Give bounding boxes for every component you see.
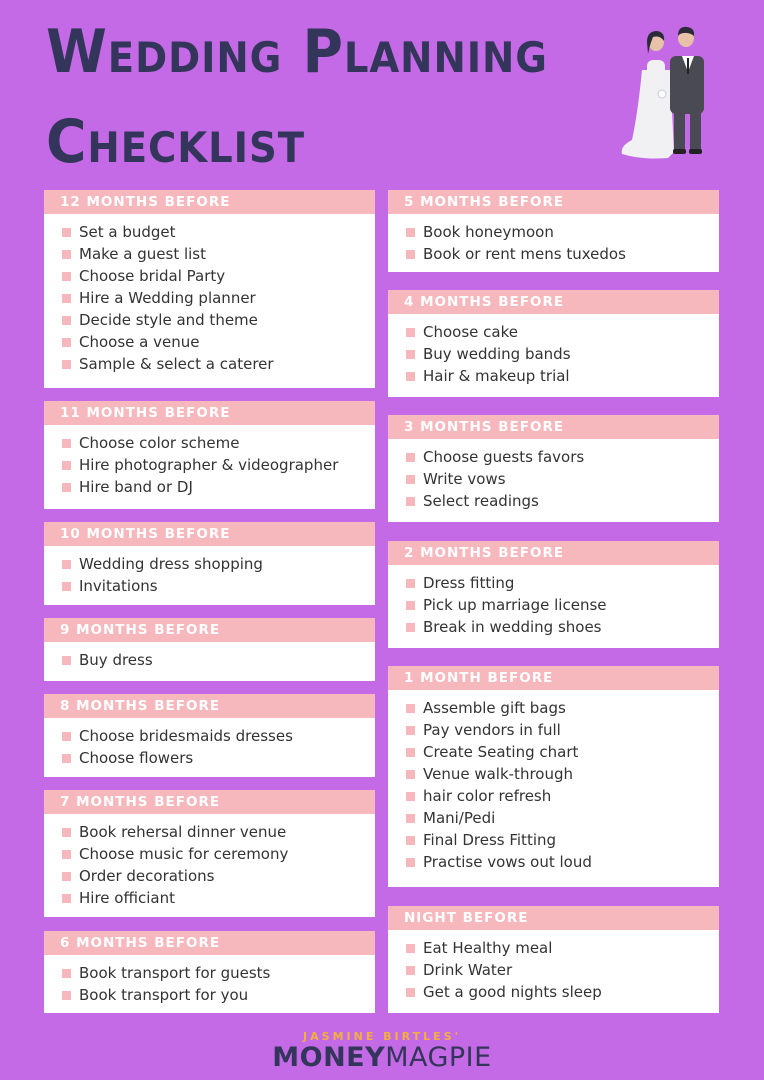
section-heading: NIGHT BEFORE [388,906,719,930]
checkbox-icon[interactable] [62,754,71,763]
checklist-item-label: Select readings [423,492,539,510]
checkbox-icon[interactable] [62,894,71,903]
checklist-item-label: Venue walk-through [423,765,573,783]
checklist-item[interactable] [406,446,719,468]
checklist-item-label: Mani/Pedi [423,809,496,827]
section-heading: 1 MONTH BEFORE [388,666,719,690]
checklist-item[interactable] [406,572,719,594]
checklist-item[interactable] [62,747,375,769]
checkbox-icon[interactable] [406,836,415,845]
brand-logo [0,1042,764,1073]
checklist-item-label: Write vows [423,470,506,488]
checklist-item[interactable] [406,959,719,981]
checklist-item[interactable] [406,851,719,873]
checkbox-icon[interactable] [406,792,415,801]
checklist-item-label: Practise vows out loud [423,853,592,871]
checklist-item[interactable] [62,575,375,597]
section-9-months [44,618,375,681]
checklist-item-label: Choose flowers [79,749,194,767]
section-3-months [388,415,719,522]
checkbox-icon[interactable] [406,748,415,757]
checklist-item-label: Eat Healthy meal [423,939,553,957]
checkbox-icon[interactable] [406,770,415,779]
section-11-months [44,401,375,509]
checklist-item[interactable] [406,490,719,512]
checklist-item[interactable] [406,785,719,807]
checkbox-icon[interactable] [62,360,71,369]
checklist-item-label: Book honeymoon [423,223,554,241]
section-heading: 5 MONTHS BEFORE [388,190,719,214]
checklist-item-label: Hire photographer & videographer [79,456,339,474]
checklist-item[interactable] [62,432,375,454]
checkbox-icon[interactable] [62,828,71,837]
checklist-item-label: Dress fitting [423,574,515,592]
checkbox-icon[interactable] [62,294,71,303]
checklist-item[interactable] [406,981,719,1003]
section-heading: 9 MONTHS BEFORE [44,618,375,642]
checklist-item[interactable] [406,937,719,959]
checkbox-icon[interactable] [406,988,415,997]
checkbox-icon[interactable] [62,969,71,978]
checklist-item[interactable] [406,763,719,785]
checkbox-icon[interactable] [406,453,415,462]
checkbox-icon[interactable] [406,372,415,381]
section-5-months [388,190,719,272]
checklist-item[interactable] [62,865,375,887]
checklist-item[interactable] [62,331,375,353]
checkbox-icon[interactable] [62,250,71,259]
checklist-item[interactable] [62,553,375,575]
brand-tagline: JASMINE BIRTLES' [303,1030,461,1043]
checklist-item[interactable] [406,594,719,616]
section-heading: 8 MONTHS BEFORE [44,694,375,718]
checkbox-icon[interactable] [406,328,415,337]
checklist-item-label: Get a good nights sleep [423,983,602,1001]
checkbox-icon[interactable] [62,732,71,741]
checklist-item[interactable] [62,476,375,498]
checkbox-icon[interactable] [406,704,415,713]
checklist-item-label: Create Seating chart [423,743,579,761]
checklist-item[interactable] [62,649,375,671]
section-heading: 3 MONTHS BEFORE [388,415,719,439]
checkbox-icon[interactable] [62,582,71,591]
checklist-item-label: Assemble gift bags [423,699,566,717]
checkbox-icon[interactable] [62,850,71,859]
checklist-item[interactable] [406,829,719,851]
checkbox-icon[interactable] [406,601,415,610]
checklist-item[interactable] [62,843,375,865]
checklist-item-label: Decide style and theme [79,311,258,329]
checklist-item-label: Make a guest list [79,245,206,263]
checkbox-icon[interactable] [406,944,415,953]
checklist-item-label: Buy dress [79,651,153,669]
checkbox-icon[interactable] [62,656,71,665]
checklist-item[interactable] [62,821,375,843]
checklist-item[interactable] [62,887,375,909]
checklist-item-label: Invitations [79,577,158,595]
checklist-item[interactable] [406,343,719,365]
checklist-item-label: Book transport for you [79,986,249,1004]
checklist-item-label: Choose bridal Party [79,267,226,285]
checklist-item[interactable] [406,221,719,243]
section-night-before [388,906,719,1013]
checkbox-icon[interactable] [62,439,71,448]
checkbox-icon[interactable] [62,316,71,325]
checklist-item-label: Hire a Wedding planner [79,289,256,307]
section-6-months [44,931,375,1013]
brand-name-part-2: MAGPIE [385,1042,492,1073]
section-heading: 7 MONTHS BEFORE [44,790,375,814]
page-title-line-1: Wedding Planning [46,17,548,87]
checklist-item-label: Choose a venue [79,333,200,351]
checklist-item[interactable] [62,725,375,747]
checklist-item-label: Drink Water [423,961,513,979]
checklist-item[interactable] [62,353,375,375]
checklist-item-label: Choose guests favors [423,448,585,466]
checklist-item[interactable] [406,243,719,265]
checklist-item[interactable] [62,454,375,476]
section-heading: 2 MONTHS BEFORE [388,541,719,565]
checklist-item-label: Choose music for ceremony [79,845,289,863]
checklist-item-label: hair color refresh [423,787,552,805]
checkbox-icon[interactable] [406,228,415,237]
checklist-item-label: Choose cake [423,323,518,341]
checklist-item[interactable] [62,287,375,309]
bride-and-groom-icon [618,22,718,162]
page-title-line-2: Checklist [46,107,306,177]
checkbox-icon[interactable] [406,250,415,259]
checklist-item-label: Wedding dress shopping [79,555,263,573]
section-7-months [44,790,375,917]
checklist-item[interactable] [406,697,719,719]
section-12-months [44,190,375,388]
checklist-item-label: Book or rent mens tuxedos [423,245,626,263]
checkbox-icon[interactable] [406,858,415,867]
checklist-item[interactable] [62,309,375,331]
checklist-item[interactable] [406,719,719,741]
checklist-item[interactable] [406,807,719,829]
checkbox-icon[interactable] [406,350,415,359]
checklist-item[interactable] [62,243,375,265]
checkbox-icon[interactable] [406,814,415,823]
checklist-item-label: Book rehersal dinner venue [79,823,287,841]
checklist-item-label: Sample & select a caterer [79,355,274,373]
checkbox-icon[interactable] [62,461,71,470]
section-2-months [388,541,719,648]
checkbox-icon[interactable] [62,483,71,492]
checkbox-icon[interactable] [406,726,415,735]
checklist-item-label: Choose bridesmaids dresses [79,727,293,745]
checklist-item-label: Book transport for guests [79,964,271,982]
checkbox-icon[interactable] [406,475,415,484]
checklist-item-label: Set a budget [79,223,176,241]
checkbox-icon[interactable] [62,560,71,569]
checklist-item-label: Order decorations [79,867,215,885]
checkbox-icon[interactable] [62,991,71,1000]
checklist-item-label: Buy wedding bands [423,345,571,363]
checklist-item[interactable] [62,984,375,1006]
checkbox-icon[interactable] [62,272,71,281]
checkbox-icon[interactable] [406,623,415,632]
brand-name-part-1: MONEY [272,1042,386,1073]
section-1-month [388,666,719,887]
section-heading: 10 MONTHS BEFORE [44,522,375,546]
section-heading: 4 MONTHS BEFORE [388,290,719,314]
checklist-item[interactable] [62,221,375,243]
section-heading: 6 MONTHS BEFORE [44,931,375,955]
checkbox-icon[interactable] [62,228,71,237]
checkbox-icon[interactable] [406,497,415,506]
section-heading: 11 MONTHS BEFORE [44,401,375,425]
checklist-item[interactable] [406,468,719,490]
checklist-item[interactable] [406,741,719,763]
checklist-item-label: Pay vendors in full [423,721,561,739]
checklist-item-label: Final Dress Fitting [423,831,557,849]
checklist-item[interactable] [406,365,719,387]
checklist-item[interactable] [406,616,719,638]
checklist-item-label: Hire officiant [79,889,175,907]
checklist-item-label: Choose color scheme [79,434,240,452]
checklist-item[interactable] [62,962,375,984]
checkbox-icon[interactable] [62,872,71,881]
checklist-item-label: Hair & makeup trial [423,367,570,385]
checklist-item[interactable] [62,265,375,287]
section-4-months [388,290,719,397]
checklist-item-label: Pick up marriage license [423,596,607,614]
checkbox-icon[interactable] [406,966,415,975]
checkbox-icon[interactable] [62,338,71,347]
checklist-item[interactable] [406,321,719,343]
section-heading: 12 MONTHS BEFORE [44,190,375,214]
section-8-months [44,694,375,777]
checkbox-icon[interactable] [406,579,415,588]
section-10-months [44,522,375,605]
checklist-item-label: Break in wedding shoes [423,618,602,636]
checklist-item-label: Hire band or DJ [79,478,193,496]
